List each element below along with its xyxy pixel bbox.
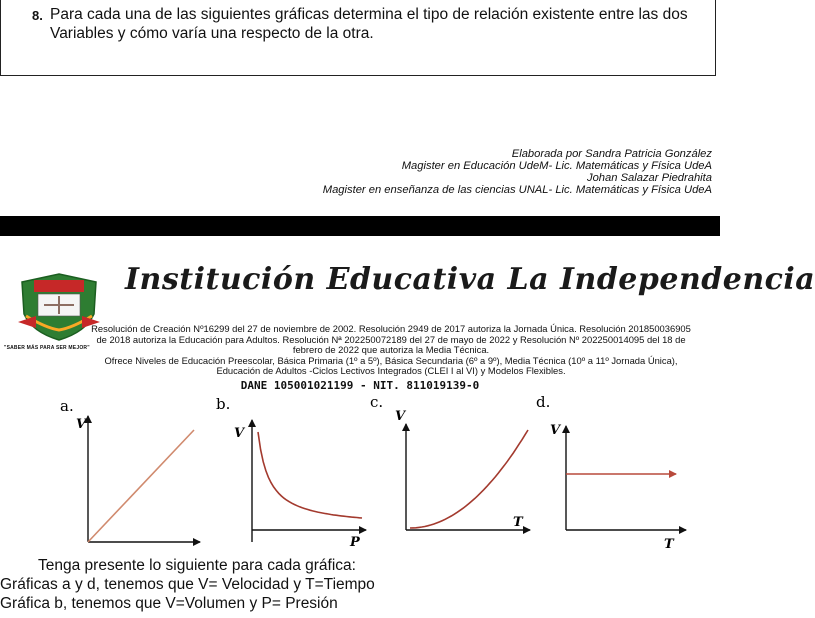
graph-a-label: a. [60,397,74,415]
graph-d-label: d. [536,393,551,411]
note-line-2: Gráfica b, tenemos que V=Volumen y P= Presión [0,595,338,612]
graph-b-label: b. [216,395,231,413]
resolution-block [70,324,712,377]
graph-c-label: c. [370,393,384,411]
divider-bar [0,216,720,236]
levels-line-2: Educación de Adultos -Ciclos Lectivos Integrados (CLEI I al VI) y Modelos Flexibles. [216,365,566,376]
graph-a-ylabel: V [76,417,87,432]
graph-d-ylabel: V [550,423,561,438]
credit-degree-1: Magister en Educación UdeM- Lic. Matemáticas y Física UdeA [401,160,712,172]
graph-a-series [88,430,194,542]
note-block [0,556,720,613]
school-motto: "SABER MÁS PARA SER MEJOR" [4,345,90,351]
resolution-line-1: Resolución de Creación Nº16299 del 27 de noviembre de 2002. Resolución 2949 de 2017 autoriza la Jornada Única. Resolución 201850036905 [91,323,691,334]
levels-line-1: Ofrece Niveles de Educación Preescolar, Básica Primaria (1º a 5º), Básica Secundaria (6º a 9º), Media Técnica (10º a 11º Jornada Única), [104,354,678,366]
dane-nit: DANE 105001021199 - NIT. 811019139-0 [240,379,480,392]
resolution-line-2: de 2018 autoriza la Educación para Adultos. Resolución Nª 202250072189 del 27 de mayo de 2022 y Resolución Nº 202250014095 del 18 de [96,333,686,345]
credit-degree-2: Magister en enseñanza de las ciencias UNAL- Lic. Matemáticas y Física UdeA [322,184,712,196]
graph-b-xlabel: P [350,535,360,550]
note-line-1: Gráficas a y d, tenemos que V= Velocidad y T=Tiempo [0,576,375,593]
graph-c-ylabel: V [395,409,406,424]
graph-b-series [258,432,362,518]
graph-b-ylabel: V [234,426,245,441]
question-number: 8. [32,8,43,23]
credit-author-1: Elaborada por Sandra Patricia González [511,148,712,160]
graph-d-xlabel: T [664,537,674,552]
note-title: Tenga presente lo siguiente para cada gráfica: [38,557,356,574]
graph-c-series [410,430,528,528]
resolution-line-3: febrero de 2022 que autoriza la Media Técnica. [292,344,490,355]
institution-name: Institución Educativa La Independencia [125,262,815,297]
graphs-figure [0,392,720,554]
graph-c-xlabel: T [513,515,523,530]
credit-author-2: Johan Salazar Piedrahita [586,172,712,184]
question-text: Para cada una de las siguientes gráficas determina el tipo de relación existente entre las dos Variables y cómo varía una respecto de la otra. [50,6,688,42]
